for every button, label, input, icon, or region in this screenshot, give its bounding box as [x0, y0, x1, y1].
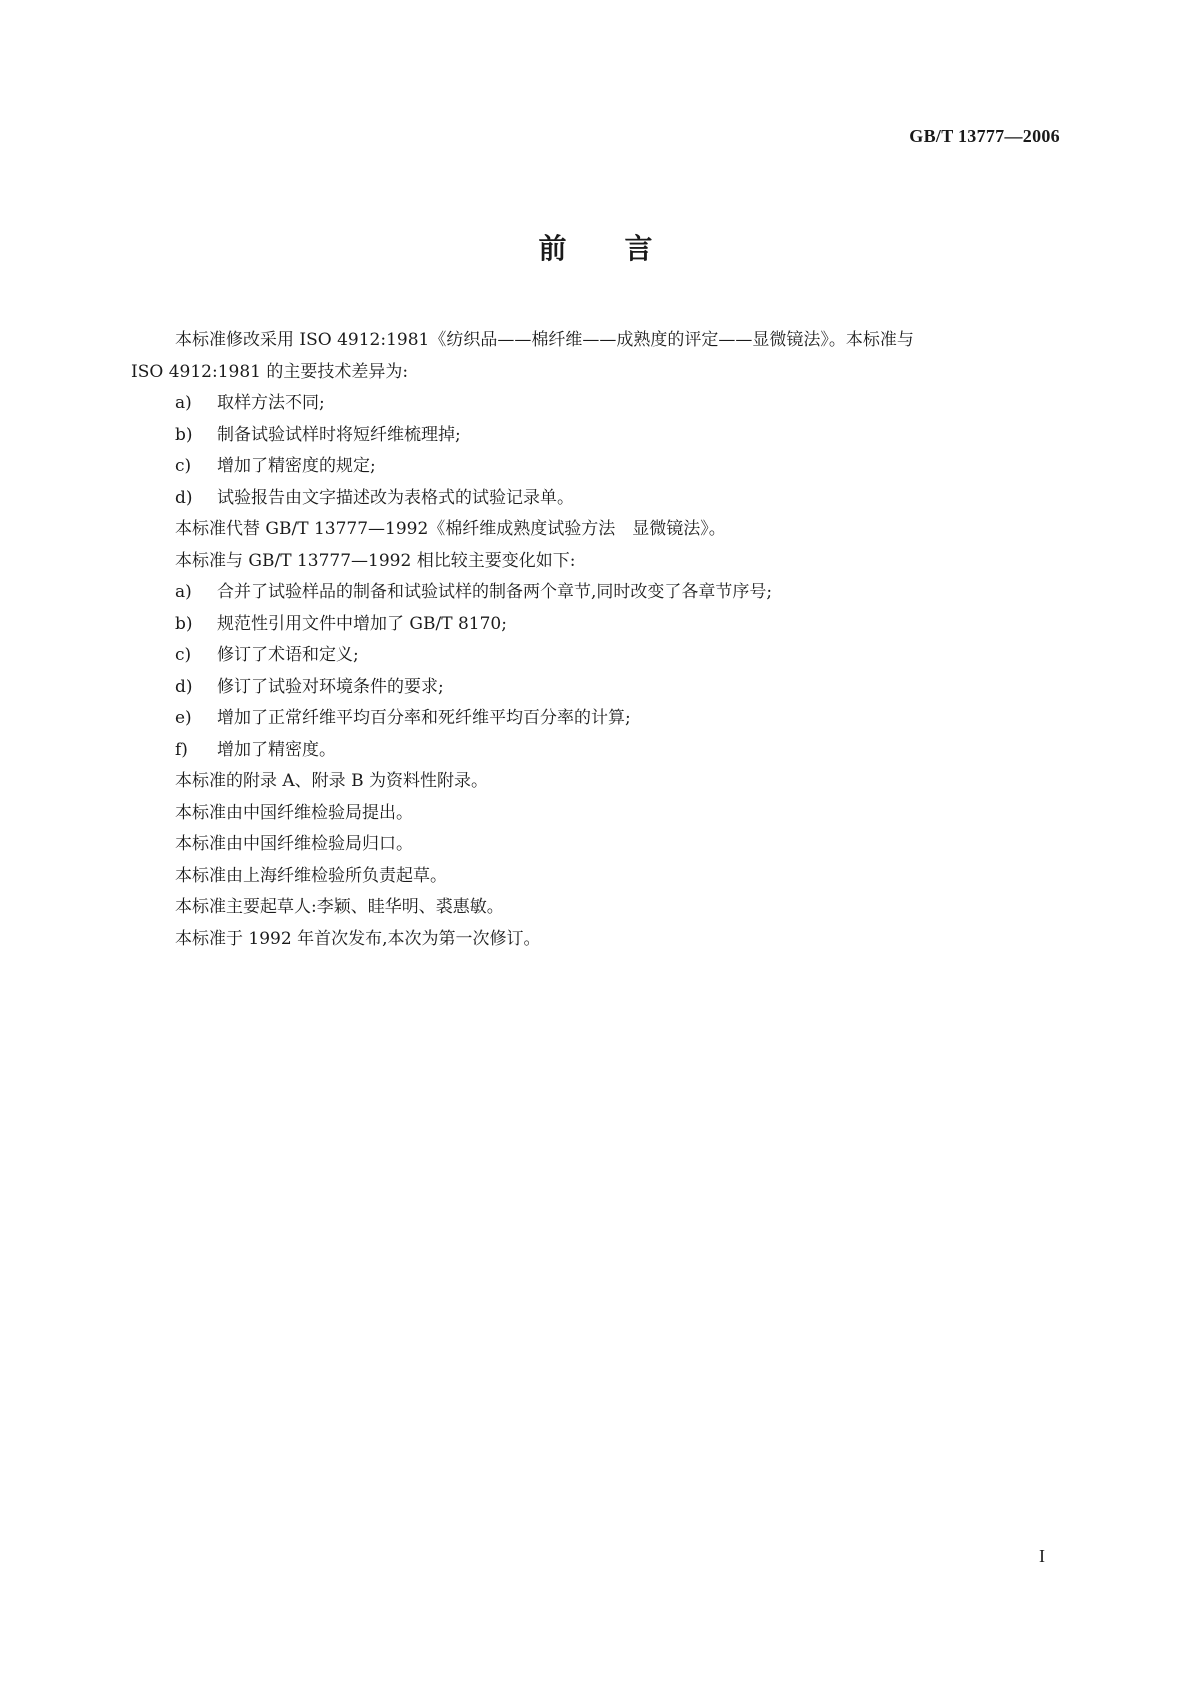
- list-item-label: d): [175, 676, 193, 697]
- list-item: [131, 703, 1063, 735]
- page-title: [0, 227, 1191, 267]
- proposer-statement: 本标准由中国纤维检验局提出。: [175, 802, 413, 823]
- intro-line-1: 本标准修改采用 ISO 4912:1981《纺织品——棉纤维——成熟度的评定——显微镜法》。本标准与: [175, 330, 914, 350]
- list-item-text: 试验报告由文字描述改为表格式的试验记录单。: [217, 487, 574, 508]
- page-number: I: [1039, 1546, 1045, 1566]
- list-item-label: d): [175, 487, 193, 508]
- list-item-text: 制备试验试样时将短纤维梳理掉;: [217, 424, 461, 445]
- list-item-text: 增加了精密度的规定;: [217, 456, 376, 476]
- title-char-1: 前: [538, 232, 567, 265]
- list-item: [131, 388, 1063, 420]
- list-item: [131, 609, 1063, 641]
- list-item-text: 合并了试验样品的制备和试验试样的制备两个章节,同时改变了各章节序号;: [217, 582, 773, 602]
- changes-intro: 本标准与 GB/T 13777—1992 相比较主要变化如下:: [175, 550, 576, 571]
- drafting-org-statement: 本标准由上海纤维检验所负责起草。: [175, 865, 447, 886]
- list-item: [131, 420, 1063, 452]
- administration-statement: 本标准由中国纤维检验局归口。: [175, 834, 413, 854]
- publication-history-statement: 本标准于 1992 年首次发布,本次为第一次修订。: [175, 928, 541, 949]
- list-item-label: c): [175, 645, 192, 665]
- list-item: [131, 672, 1063, 704]
- list-item-label: b): [175, 613, 193, 634]
- list-item: [131, 640, 1063, 672]
- list-item: [131, 451, 1063, 483]
- foreword-body: [131, 325, 1063, 955]
- list-item: [131, 483, 1063, 515]
- list-item-text: 增加了精密度。: [217, 739, 336, 760]
- list-item-text: 增加了正常纤维平均百分率和死纤维平均百分率的计算;: [217, 708, 631, 728]
- list-item-label: a): [175, 393, 192, 413]
- list-item-label: f): [175, 739, 188, 760]
- list-item-label: e): [175, 708, 192, 728]
- replaces-statement: 本标准代替 GB/T 13777—1992《棉纤维成熟度试验方法 显微镜法》。: [175, 519, 726, 539]
- list-item-label: b): [175, 424, 193, 445]
- title-char-2: 言: [624, 232, 653, 265]
- list-item-label: a): [175, 582, 192, 602]
- annex-statement: 本标准的附录 A、附录 B 为资料性附录。: [175, 771, 488, 791]
- standard-code: GB/T 13777—2006: [909, 126, 1060, 146]
- list-item-text: 规范性引用文件中增加了 GB/T 8170;: [217, 613, 507, 634]
- list-item: [131, 735, 1063, 767]
- list-item-text: 修订了术语和定义;: [217, 645, 359, 665]
- intro-line-2: ISO 4912:1981 的主要技术差异为:: [131, 361, 409, 382]
- list-item-text: 修订了试验对环境条件的要求;: [217, 676, 444, 697]
- list-item-text: 取样方法不同;: [217, 393, 325, 413]
- drafters-statement: 本标准主要起草人:李颖、眭华明、裘惠敏。: [175, 897, 504, 917]
- list-item: [131, 577, 1063, 609]
- list-item-label: c): [175, 456, 192, 476]
